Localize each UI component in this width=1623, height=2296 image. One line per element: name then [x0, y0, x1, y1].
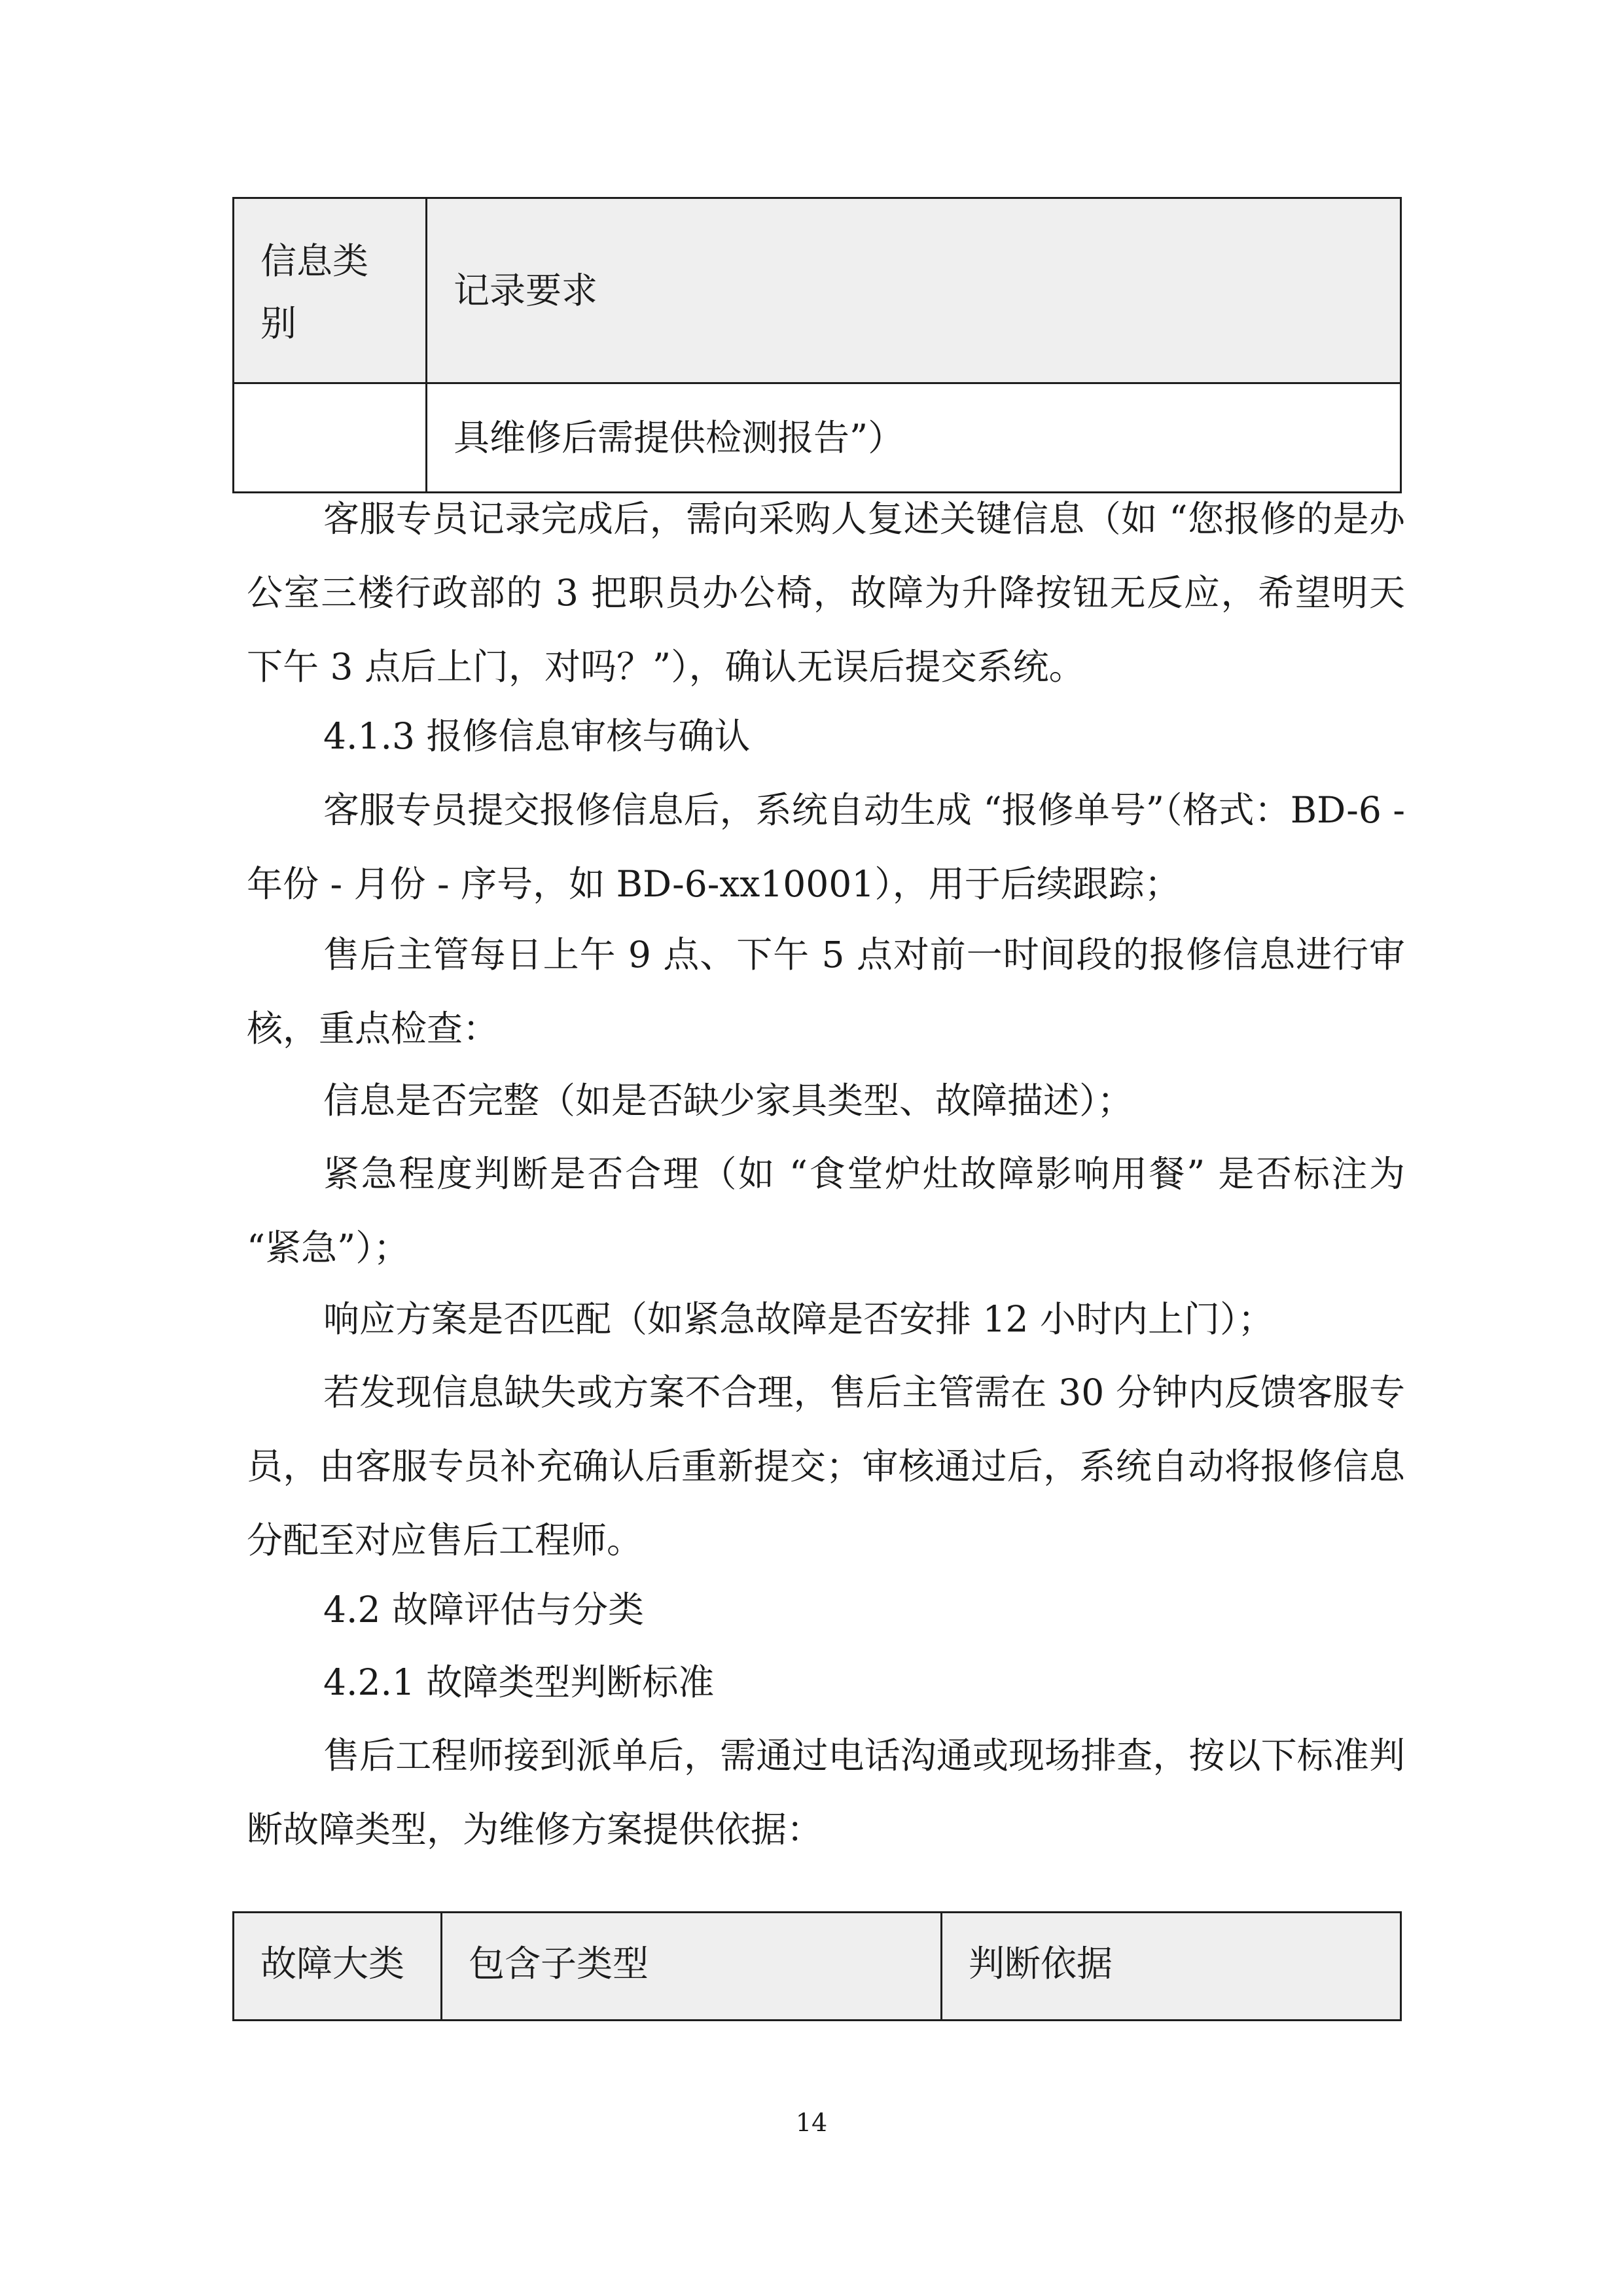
header-info-category-line1: 信息类	[260, 240, 369, 282]
header-judgment-basis: 判断依据	[942, 1913, 1401, 2021]
header-sub-types: 包含子类型	[442, 1913, 942, 2021]
paragraph-repair-number: 客服专员提交报修信息后，系统自动生成 “报修单号”（格式：BD-6 - 年份 - 月份 - 序号，如 BD-6-xx10001），用于后续跟踪；	[247, 789, 1405, 905]
paragraph-check-urgency: 紧急程度判断是否合理（如 “食堂炉灶故障影响用餐” 是否标注为 “紧急”）；	[247, 1153, 1405, 1269]
table-cell	[234, 383, 427, 493]
paragraph-check-complete: 信息是否完整（如是否缺少家具类型、故障描述）；	[323, 1080, 1133, 1122]
paragraph-supervisor-review: 售后主管每日上午 9 点、下午 5 点对前一时间段的报修信息进行审核，重点检查：	[247, 934, 1405, 1050]
header-record-requirements: 记录要求	[427, 198, 1401, 383]
header-info-category	[234, 198, 427, 383]
table-cell: 具维修后需提供检测报告”）	[427, 383, 1401, 493]
paragraph-confirm-info: 客服专员记录完成后，需向采购人复述关键信息（如 “您报修的是办公室三楼行政部的 3 把职员办公椅，故障为升降按钮无反应，希望明天下午 3 点后上门，对吗？”），确认无误后提交系统。	[247, 498, 1405, 688]
fault-type-table	[232, 1911, 1402, 2021]
paragraph-check-response: 响应方案是否匹配（如紧急故障是否安排 12 小时内上门）；	[323, 1298, 1274, 1340]
table-row	[234, 383, 1401, 493]
page-number: 14	[795, 2108, 828, 2137]
section-heading-4-1-3: 4.1.3 报修信息审核与确认	[323, 715, 751, 757]
record-requirements-table	[232, 197, 1402, 493]
paragraph-fault-standard: 售后工程师接到派单后，需通过电话沟通或现场排查，按以下标准判断故障类型，为维修方案提供依据：	[247, 1735, 1405, 1850]
section-heading-4-2: 4.2 故障评估与分类	[323, 1589, 644, 1631]
table-header-row	[234, 1913, 1401, 2021]
header-fault-category: 故障大类	[234, 1913, 442, 2021]
header-info-category-line2: 别	[260, 302, 297, 344]
paragraph-feedback: 若发现信息缺失或方案不合理，售后主管需在 30 分钟内反馈客服专员，由客服专员补充确认后重新提交；审核通过后，系统自动将报修信息分配至对应售后工程师。	[247, 1371, 1405, 1561]
table-header-row	[234, 198, 1401, 383]
section-heading-4-2-1: 4.2.1 故障类型判断标准	[323, 1661, 715, 1703]
